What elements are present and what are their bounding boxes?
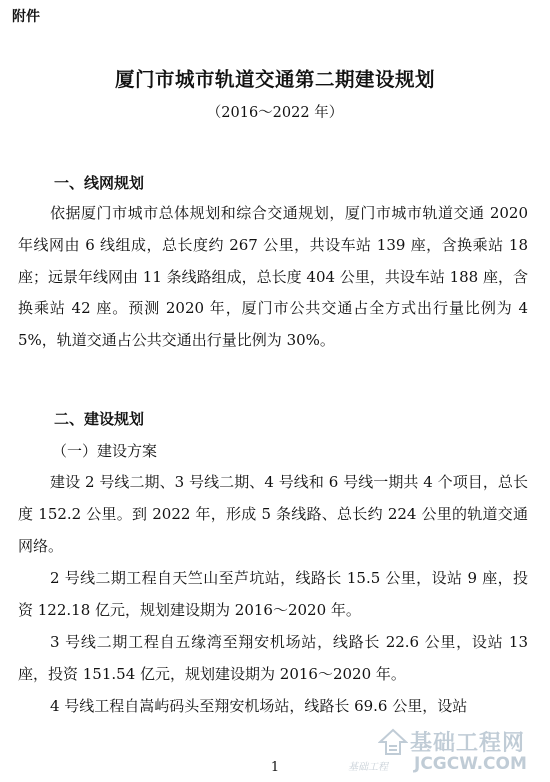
- page-number: 1: [270, 760, 280, 775]
- watermark-cn-text: 基础工程网: [410, 731, 526, 756]
- paragraph-line4: 4 号线工程自嵩屿码头至翔安机场站，线路长 69.6 公里，设站: [50, 697, 468, 715]
- document-title: 厦门市城市轨道交通第二期建设规划: [114, 68, 435, 91]
- paragraph-network-plan: 依据厦门市城市总体规划和综合交通规划，厦门市城市轨道交通 2020 年线网由 6 线组成，总长度约 267 公里，共设车站 139 座，含换乘站 18 座；远景年线网由 11 条线路组成，总长度 404 公里，共设车站 188 座，含换乘站 42 座。预测 2020 年，厦门市公共交通占全方式出行量比例为 45%，轨道交通占公共交通出行量比例为 30%。: [18, 204, 528, 350]
- paragraph-line2-phase2: 2 号线二期工程自天竺山至芦坑站，线路长 15.5 公里，设站 9 座，投资 122.18 亿元，规划建设期为 2016～2020 年。: [18, 569, 528, 619]
- paragraph-line3-phase2: 3 号线二期工程自五缘湾至翔安机场站，线路长 22.6 公里，设站 13 座，投资 151.54 亿元，规划建设期为 2016～2020 年。: [18, 633, 528, 683]
- attachment-label: 附件: [12, 9, 40, 25]
- section-heading-network-plan: 一、线网规划: [54, 174, 145, 192]
- section-heading-construction-plan: 二、建设规划: [54, 410, 145, 428]
- subheading-construction-scheme: （一）建设方案: [52, 442, 158, 460]
- paragraph-construction-overview: 建设 2 号线二期、3 号线二期、4 号线和 6 号线一期共 4 个项目，总长度 152.2 公里。到 2022 年，形成 5 条线路、总长约 224 公里的轨道交通网络。: [18, 473, 528, 555]
- watermark-small-text: 基础工程: [348, 762, 388, 773]
- site-watermark: [344, 722, 544, 778]
- watermark-logo-icon: [378, 728, 408, 758]
- document-subtitle: （2016～2022 年）: [206, 105, 344, 121]
- watermark-en-text: JCGCW.COM: [414, 754, 527, 774]
